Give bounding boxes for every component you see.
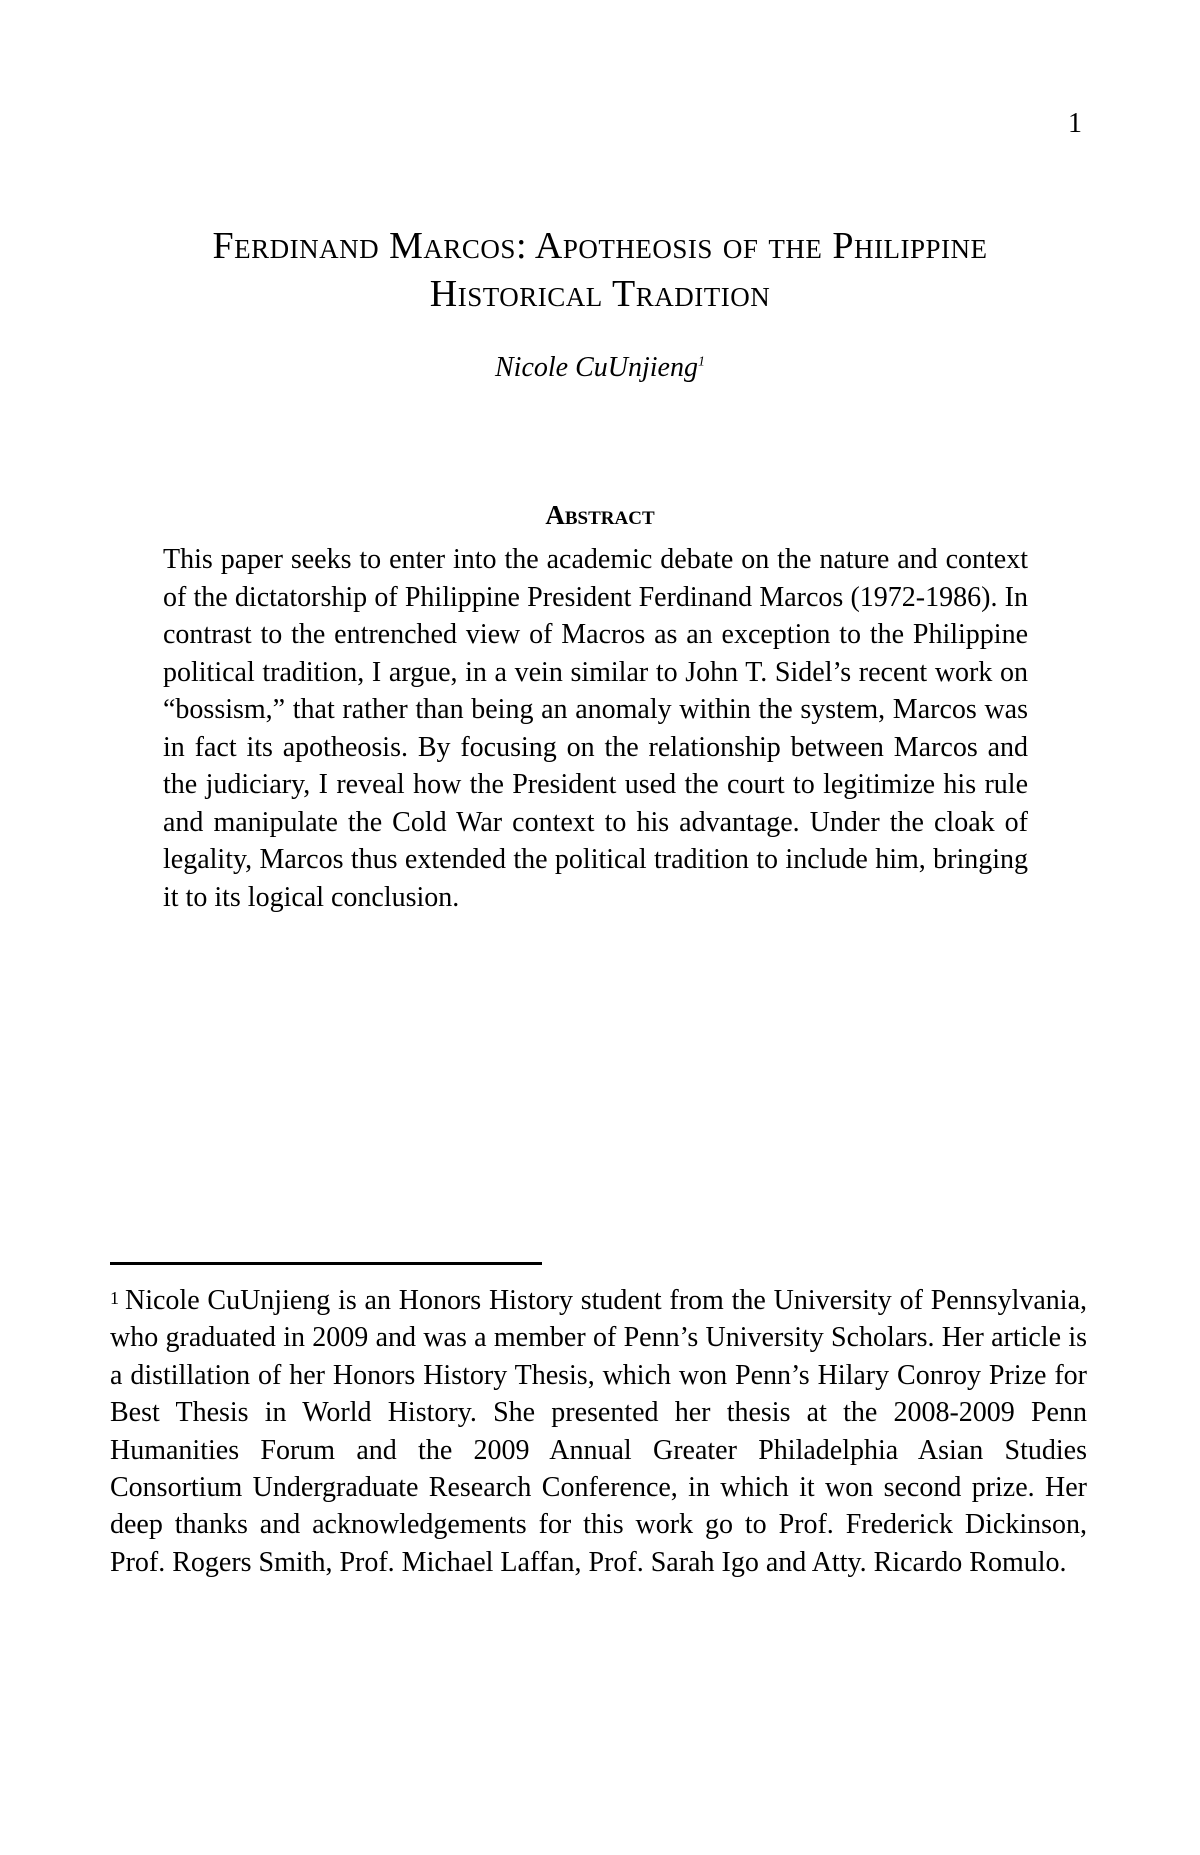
author-name: Nicole CuUnjieng xyxy=(495,352,698,383)
paper-title xyxy=(100,222,1100,318)
footnote-text: Nicole CuUnjieng is an Honors History student from the University of Pennsylvania, who graduated in 2009 and was a member of Penn’s University Scholars. Her article is a distillation of her Honors History Thesis, which won Penn’s Hilary Conroy Prize for Best Thesis in World History. She presented her thesis at the 2008-2009 Penn Humanities Forum and the 2009 Annual Greater Philadelphia Asian Studies Consortium Undergraduate Research Conference, in which it won second prize. Her deep thanks and acknowledgements for this work go to Prof. Frederick Dickinson, Prof. Rogers Smith, Prof. Michael Laffan, Prof. Sarah Igo and Atty. Ricardo Romulo. xyxy=(110,1285,1087,1578)
page-number: 1 xyxy=(1068,108,1082,139)
paper-title-line-1: Ferdinand Marcos: Apotheosis of the Philippine xyxy=(212,225,988,267)
footnote-marker: 1 xyxy=(110,1288,119,1308)
abstract-heading: Abstract xyxy=(545,500,655,530)
abstract-body: This paper seeks to enter into the academic debate on the nature and context of the dictatorship of Philippine President Ferdinand Marcos (1972-1986). In contrast to the entrenched view of Macros as an exception to the Philippine political tradition, I argue, in a vein similar to John T. Sidel’s recent work on “bossism,” that rather than being an anomaly within the system, Marcos was in fact its apotheosis. By focusing on the relationship between Marcos and the judiciary, I reveal how the President used the court to legitimize his rule and manipulate the Cold War context to his advantage. Under the cloak of legality, Marcos thus extended the political tradition to include him, bringing it to its logical conclusion. xyxy=(163,544,1028,913)
author-line xyxy=(100,352,1100,384)
footnote xyxy=(110,1280,1087,1581)
paper-title-line-2: Historical Tradition xyxy=(429,273,771,315)
author-footnote-ref: 1 xyxy=(697,354,705,370)
footnote-separator xyxy=(110,1262,542,1265)
